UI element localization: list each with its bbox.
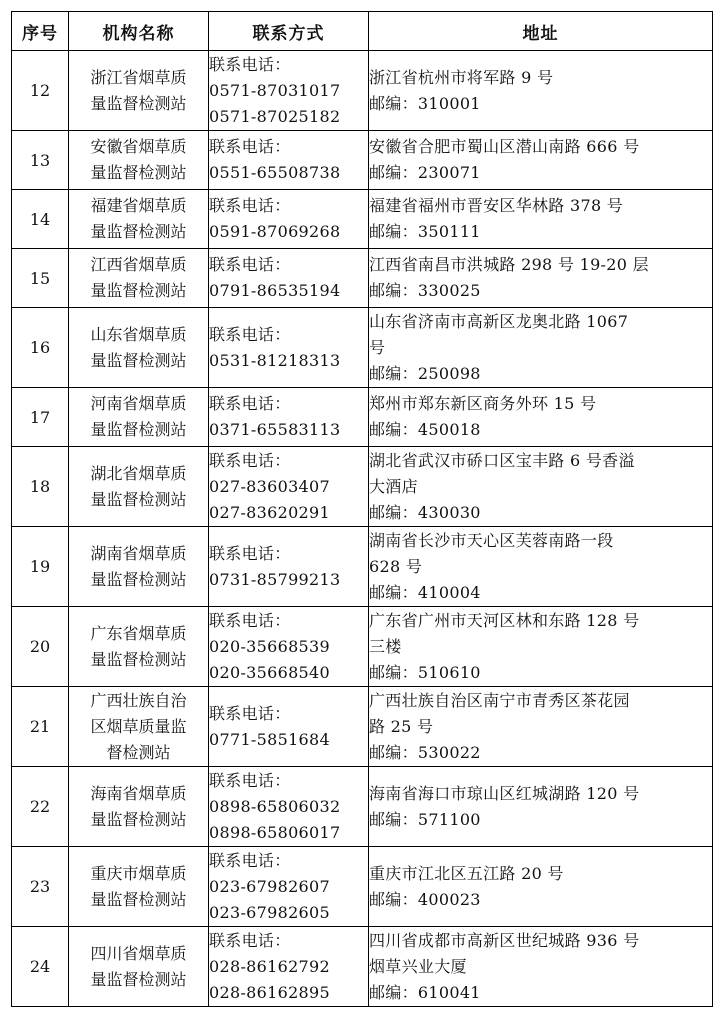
institution-name: 湖北省烟草质 量监督检测站 bbox=[69, 447, 209, 527]
address: 重庆市江北区五江路 20 号 邮编：400023 bbox=[369, 847, 713, 927]
institution-name: 广东省烟草质 量监督检测站 bbox=[69, 607, 209, 687]
contact-info: 联系电话： 028-86162792 028-86162895 bbox=[209, 927, 369, 1007]
address: 广西壮族自治区南宁市青秀区茶花园 路 25 号 邮编：530022 bbox=[369, 687, 713, 767]
address: 湖北省武汉市硚口区宝丰路 6 号香溢 大酒店 邮编：430030 bbox=[369, 447, 713, 527]
table-row bbox=[12, 847, 713, 927]
contact-info: 联系电话： 020-35668539 020-35668540 bbox=[209, 607, 369, 687]
address: 广东省广州市天河区林和东路 128 号 三楼 邮编：510610 bbox=[369, 607, 713, 687]
contact-info: 联系电话： 023-67982607 023-67982605 bbox=[209, 847, 369, 927]
row-number: 19 bbox=[12, 527, 69, 607]
header-address: 地址 bbox=[369, 12, 713, 51]
table-row bbox=[12, 447, 713, 527]
row-number: 18 bbox=[12, 447, 69, 527]
row-number: 21 bbox=[12, 687, 69, 767]
header-no: 序号 bbox=[12, 12, 69, 51]
row-number: 15 bbox=[12, 249, 69, 308]
contact-info: 联系电话： 0551-65508738 bbox=[209, 131, 369, 190]
contact-info: 联系电话： 0571-87031017 0571-87025182 bbox=[209, 51, 369, 131]
address: 海南省海口市琼山区红城湖路 120 号 邮编：571100 bbox=[369, 767, 713, 847]
contact-info: 联系电话： 0771-5851684 bbox=[209, 687, 369, 767]
institution-name: 福建省烟草质 量监督检测站 bbox=[69, 190, 209, 249]
institution-name: 山东省烟草质 量监督检测站 bbox=[69, 308, 209, 388]
row-number: 23 bbox=[12, 847, 69, 927]
table-row bbox=[12, 249, 713, 308]
institution-name: 江西省烟草质 量监督检测站 bbox=[69, 249, 209, 308]
table-row bbox=[12, 767, 713, 847]
table-row bbox=[12, 388, 713, 447]
address: 山东省济南市高新区龙奥北路 1067 号 邮编：250098 bbox=[369, 308, 713, 388]
institution-name: 广西壮族自治 区烟草质量监 督检测站 bbox=[69, 687, 209, 767]
contact-info: 联系电话： 0791-86535194 bbox=[209, 249, 369, 308]
row-number: 13 bbox=[12, 131, 69, 190]
table-row bbox=[12, 927, 713, 1007]
address: 郑州市郑东新区商务外环 15 号 邮编：450018 bbox=[369, 388, 713, 447]
contact-info: 联系电话： 0371-65583113 bbox=[209, 388, 369, 447]
table-row bbox=[12, 51, 713, 131]
contact-info: 联系电话： 0898-65806032 0898-65806017 bbox=[209, 767, 369, 847]
table-row bbox=[12, 527, 713, 607]
address: 江西省南昌市洪城路 298 号 19-20 层 邮编：330025 bbox=[369, 249, 713, 308]
contact-info: 联系电话： 0731-85799213 bbox=[209, 527, 369, 607]
address: 湖南省长沙市天心区芙蓉南路一段 628 号 邮编：410004 bbox=[369, 527, 713, 607]
table-row bbox=[12, 687, 713, 767]
contact-info: 联系电话： 0591-87069268 bbox=[209, 190, 369, 249]
institution-name: 浙江省烟草质 量监督检测站 bbox=[69, 51, 209, 131]
address: 福建省福州市晋安区华林路 378 号 邮编：350111 bbox=[369, 190, 713, 249]
institution-name: 四川省烟草质 量监督检测站 bbox=[69, 927, 209, 1007]
institution-name: 湖南省烟草质 量监督检测站 bbox=[69, 527, 209, 607]
address: 浙江省杭州市将军路 9 号 邮编：310001 bbox=[369, 51, 713, 131]
row-number: 17 bbox=[12, 388, 69, 447]
row-number: 20 bbox=[12, 607, 69, 687]
address: 四川省成都市高新区世纪城路 936 号 烟草兴业大厦 邮编：610041 bbox=[369, 927, 713, 1007]
row-number: 16 bbox=[12, 308, 69, 388]
row-number: 24 bbox=[12, 927, 69, 1007]
institution-name: 重庆市烟草质 量监督检测站 bbox=[69, 847, 209, 927]
header-name: 机构名称 bbox=[69, 12, 209, 51]
institution-table bbox=[11, 11, 713, 1007]
table-row bbox=[12, 131, 713, 190]
row-number: 12 bbox=[12, 51, 69, 131]
address: 安徽省合肥市蜀山区潜山南路 666 号 邮编：230071 bbox=[369, 131, 713, 190]
institution-name: 河南省烟草质 量监督检测站 bbox=[69, 388, 209, 447]
table-row bbox=[12, 190, 713, 249]
institution-name: 海南省烟草质 量监督检测站 bbox=[69, 767, 209, 847]
table-row bbox=[12, 607, 713, 687]
institution-name: 安徽省烟草质 量监督检测站 bbox=[69, 131, 209, 190]
header-row bbox=[12, 12, 713, 51]
header-contact: 联系方式 bbox=[209, 12, 369, 51]
contact-info: 联系电话： 0531-81218313 bbox=[209, 308, 369, 388]
row-number: 14 bbox=[12, 190, 69, 249]
contact-info: 联系电话： 027-83603407 027-83620291 bbox=[209, 447, 369, 527]
row-number: 22 bbox=[12, 767, 69, 847]
table-row bbox=[12, 308, 713, 388]
